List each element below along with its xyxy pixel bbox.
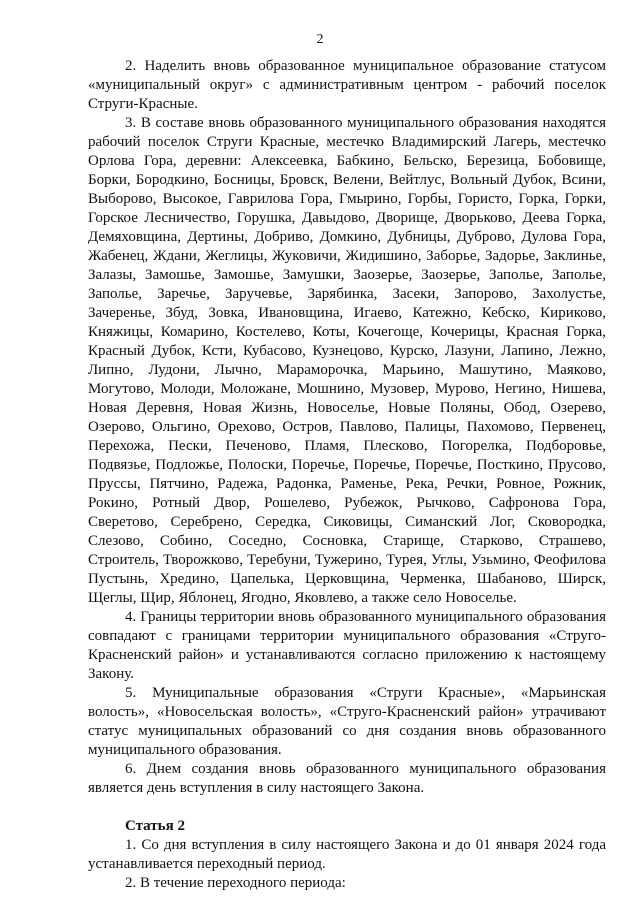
- page-number: 2: [316, 32, 324, 47]
- paragraph-2-status: 2. Наделить вновь образованное муниципальное образование статусом «муниципальный округ» с административным центром - рабочий поселок Струги-Красные.: [88, 58, 606, 112]
- paragraph-3-settlements: 3. В составе вновь образованного муниципального образования находятся рабочий поселок Струги Красные, местечко Владимирский Лагерь, местечко Орлова Гора, деревни: Алексеевка, Бабкино, Бельско, Березица, Бобовище, Борки, Бородкино, Босницы, Бровск, Велени, Вейтлус, Вольный Дубок, Всини, Выборово, Высокое, Гаврилова Гора, Гмырино, Горбы, Гористо, Горка, Горки, Горское Лесничество, Горушка, Давыдово, Дворище, Дворьково, Деева Горка, Демяховщина, Дертины, Добриво, Домкино, Дубницы, Дуброво, Дулова Гора, Жабенец, Ждани, Жеглицы, Жуковичи, Жидишино, Заборье, Задорье, Заклинье, Залазы, Замошье, Замошье, Замушки, Заозерье, Заозерье, Заполье, Заполье, Заполье, Заречье, Заручевье, Зарябинка, Засеки, Запорово, Захолустье, Зачеренье, Збуд, Зовка, Ивановщина, Игаево, Катежно, Кебско, Кириково, Княжицы, Комарино, Костелево, Коты, Кочегоще, Кочерицы, Красная Горка, Красный Дубок, Ксти, Кубасово, Кузнецово, Курско, Лазуни, Лапино, Лежно, Липно, Лудони, Лычно, Мараморочка, Марьино, Машутино, Маяково, Могутово, Молоди, Моложане, Мошнино, Музовер, Мурово, Негино, Нишева, Новая Деревня, Новая Жизнь, Новоселье, Новые Поляны, Обод, Озерево, Озерово, Ольгино, Орехово, Остров, Павлово, Палицы, Пахомово, Первенец, Перехожа, Пески, Печеново, Пламя, Плесково, Погорелка, Подборовье, Подвязье, Подложье, Полоски, Поречье, Поречье, Поречье, Посткино, Прусово, Пруссы, Пятчино, Радежа, Радонка, Раменье, Река, Речки, Ровное, Рожник, Рокино, Ротный Двор, Рошелево, Рубежок, Рычково, Сафронова Гора, Сверетово, Серебрено, Середка, Сиковицы, Симанский Лог, Сковородка, Слезово, Собино, Соседно, Сосновка, Старище, Старково, Страшево, Строитель, Творожково, Теребуни, Тужерино, Турея, Углы, Узьмино, Феофилова Пустынь, Хредино, Цапелька, Церковщина, Черменка, Шабаново, Ширск, Щеглы, Щир, Яблонец, Ягодно, Яковлево, а также село Новоселье.: [88, 115, 606, 606]
- document-body: [88, 57, 606, 893]
- paragraph-6-creation-day: 6. Днем создания вновь образованного муниципального образования является день вступления в силу настоящего Закона.: [88, 761, 606, 796]
- paragraph-4-borders: 4. Границы территории вновь образованного муниципального образования совпадают с границами территории муниципального образования «Струго-Красненский район» и устанавливаются согласно приложению к настоящему Закону.: [88, 609, 606, 682]
- article-2-heading: Статья 2: [125, 818, 185, 834]
- article-2-paragraph-1: 1. Со дня вступления в силу настоящего Закона и до 01 января 2024 года устанавливается переходный период.: [88, 837, 606, 872]
- article-2-paragraph-2: 2. В течение переходного периода:: [125, 875, 346, 891]
- paragraph-5-status-loss: 5. Муниципальные образования «Струги Красные», «Марьинская волость», «Новосельская волость», «Струго-Красненский район» утрачивают статус муниципальных образований со дня создания вновь образованного муниципального образования.: [88, 685, 606, 758]
